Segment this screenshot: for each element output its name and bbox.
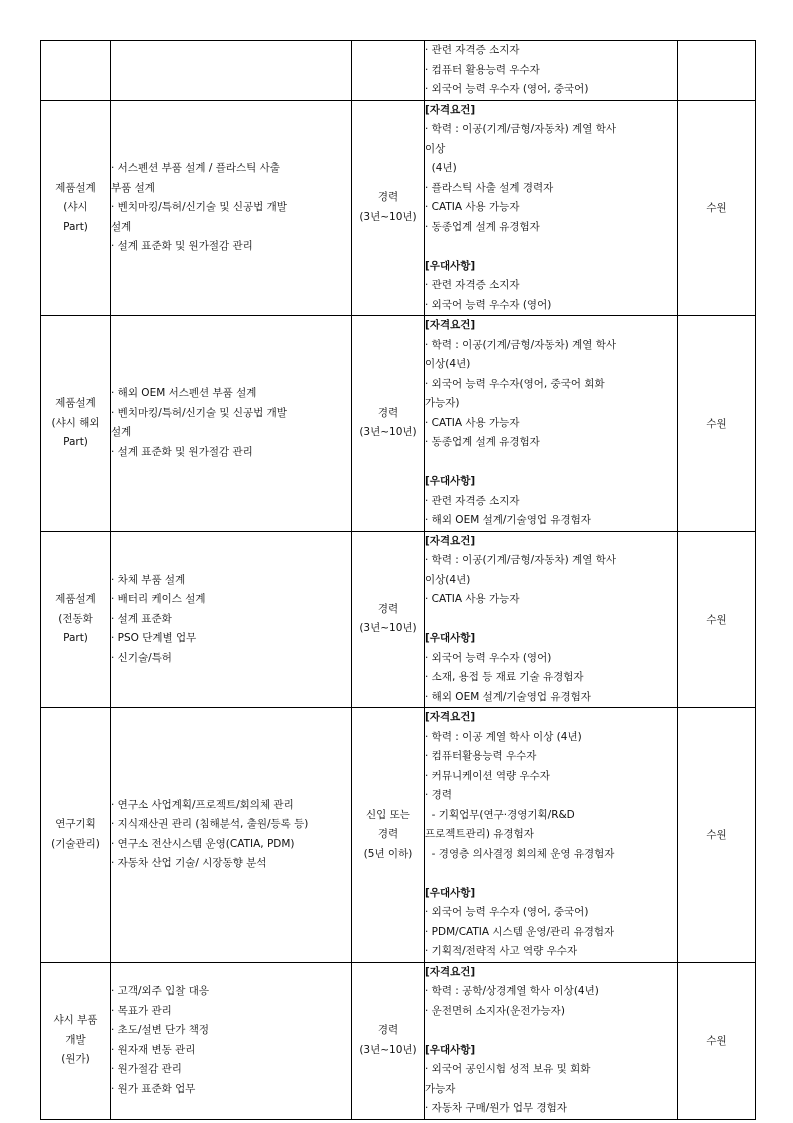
requirement-item: · 외국어 공인시험 성적 보유 및 회화 <box>425 1063 591 1075</box>
section-header: [우대사항] <box>425 632 476 644</box>
duty-item: · 서스펜션 부품 설계 / 플라스틱 사출 <box>111 162 280 174</box>
duty-item: · 연구소 전산시스템 운영(CATIA, PDM) <box>111 837 295 850</box>
employment-type-line: 경력 <box>377 602 399 615</box>
requirement-item: 가능자 <box>425 1082 456 1095</box>
duty-item: · 초도/설변 단가 책정 <box>111 1024 210 1036</box>
requirement-item: · CATIA 사용 가능자 <box>425 416 520 429</box>
job-title-line: 샤시 부품 <box>53 1014 98 1027</box>
duty-item: · 설계 표준화 및 원가절감 관리 <box>111 240 253 252</box>
location-cell <box>678 531 756 708</box>
employment-type-line: (3년~10년) <box>359 1043 417 1056</box>
duty-item: · 지식재산권 관리 (침해분석, 출원/등록 등) <box>111 818 309 831</box>
location-text: 수원 <box>706 613 727 626</box>
requirement-item: · 동종업계 설계 유경험자 <box>425 220 540 233</box>
section-header: [자격요건] <box>425 103 476 116</box>
duty-item: · 해외 OEM 서스펜션 부품 설계 <box>111 387 257 400</box>
section-header: [우대사항] <box>425 259 476 272</box>
requirement-item: - 경영층 의사결정 회의체 운영 유경험자 <box>425 847 615 860</box>
employment-type-line: (3년~10년) <box>359 210 417 223</box>
requirement-item: · 소재, 용접 등 재료 기술 유경험자 <box>425 671 584 683</box>
section-header: [우대사항] <box>425 475 476 487</box>
requirement-item: · 외국어 능력 우수자 (영어) <box>425 651 552 664</box>
job-title-line: 연구기획 <box>55 818 96 831</box>
job-title-line: Part) <box>63 220 88 233</box>
requirement-item: · 컴퓨터활용능력 우수자 <box>425 750 537 762</box>
requirement-item: 프로젝트관리) 유경험자 <box>425 828 534 840</box>
requirement-item: 이상 <box>425 142 446 155</box>
table-body <box>41 41 756 1120</box>
requirement-item: · 동종업계 설계 유경험자 <box>425 436 540 448</box>
table-row <box>41 708 756 963</box>
employment-type-cell <box>352 962 425 1119</box>
requirement-item: · 경력 <box>425 789 452 801</box>
requirement-item: · 외국어 능력 우수자(영어, 중국어 회화 <box>425 377 605 390</box>
location-text: 수원 <box>706 1035 727 1047</box>
requirement-item: · 학력 : 공학/상경계열 학사 이상(4년) <box>425 985 599 997</box>
employment-type-line: 경력 <box>377 828 399 840</box>
employment-type-cell <box>352 100 425 316</box>
requirement-item: · 학력 : 이공(기계/금형/자동차) 계열 학사 <box>425 338 616 351</box>
requirement-item: · 외국어 능력 우수자 (영어) <box>425 298 552 311</box>
job-title-cell <box>41 708 111 963</box>
requirement-item: · 커뮤니케이션 역량 우수자 <box>425 769 550 782</box>
section-spacer <box>425 1021 677 1041</box>
duty-item: · 설계 표준화 및 원가절감 관리 <box>111 445 253 458</box>
duty-item: · 고객/외주 입찰 대응 <box>111 985 210 997</box>
job-title-cell <box>41 100 111 316</box>
section-spacer <box>425 610 677 630</box>
requirement-item: · CATIA 사용 가능자 <box>425 201 520 213</box>
duty-item: · PSO 단계별 업무 <box>111 632 197 644</box>
duty-item: · 벤치마킹/특허/신기술 및 신공법 개발 <box>111 201 287 213</box>
location-cell <box>678 316 756 532</box>
job-title-line: (전동화 <box>58 612 93 625</box>
section-spacer <box>425 453 677 473</box>
requirements-cell <box>425 962 678 1119</box>
location-cell <box>678 962 756 1119</box>
requirement-item: · 관련 자격증 소지자 <box>425 279 520 291</box>
duty-item: · 연구소 사업계획/프로젝트/회의체 관리 <box>111 798 294 811</box>
job-title-cell <box>41 962 111 1119</box>
table-row <box>41 100 756 316</box>
requirement-item: · 학력 : 이공(기계/금형/자동차) 계열 학사 <box>425 554 616 566</box>
duty-item: · 벤치마킹/특허/신기술 및 신공법 개발 <box>111 406 287 419</box>
section-header: [우대사항] <box>425 886 476 899</box>
employment-type-line: 경력 <box>377 191 399 204</box>
duty-item: · 자동차 산업 기술/ 시장동향 분석 <box>111 857 267 870</box>
table-row <box>41 41 756 101</box>
requirement-item: (4년) <box>425 162 457 174</box>
employment-type-cell <box>352 316 425 532</box>
requirement-item: · PDM/CATIA 시스템 운영/관리 유경험자 <box>425 925 615 938</box>
requirement-item: · 해외 OEM 설계/기술영업 유경험자 <box>425 514 591 526</box>
duty-item: 부품 설계 <box>111 181 155 194</box>
requirements-cell <box>425 41 678 101</box>
job-title-line: 개발 <box>65 1033 86 1046</box>
employment-type-cell <box>352 531 425 708</box>
duty-item: · 원가절감 관리 <box>111 1063 182 1075</box>
section-header: [자격요건] <box>425 965 476 978</box>
section-spacer <box>425 237 677 257</box>
table-row <box>41 531 756 708</box>
requirement-item: - 기획업무(연구·경영기획/R&D <box>425 808 575 821</box>
duty-item: · 배터리 케이스 설계 <box>111 593 206 605</box>
requirement-item: · 관련 자격증 소지자 <box>425 44 520 56</box>
section-header: [자격요건] <box>425 711 476 723</box>
requirement-item: · 외국어 능력 우수자 (영어, 중국어) <box>425 906 589 918</box>
job-title-line: (샤시 해외 <box>51 416 100 429</box>
requirement-item: · 학력 : 이공(기계/금형/자동차) 계열 학사 <box>425 123 616 135</box>
duties-cell <box>111 531 352 708</box>
employment-type-cell <box>352 41 425 101</box>
requirement-item: · CATIA 사용 가능자 <box>425 593 520 605</box>
job-title-cell <box>41 531 111 708</box>
employment-type-line: 경력 <box>377 1024 399 1036</box>
requirement-item: 이상(4년) <box>425 573 471 586</box>
requirements-cell <box>425 316 678 532</box>
duties-cell <box>111 100 352 316</box>
employment-type-line: (5년 이하) <box>363 847 413 860</box>
requirement-item: · 컴퓨터 활용능력 우수자 <box>425 63 540 76</box>
table-row <box>41 962 756 1119</box>
duty-item: · 설계 표준화 <box>111 612 172 625</box>
section-header: [자격요건] <box>425 319 476 331</box>
duty-item: · 원가 표준화 업무 <box>111 1082 196 1095</box>
location-text: 수원 <box>706 417 727 430</box>
job-title-line: Part) <box>63 632 88 644</box>
job-title-line: 제품설계 <box>55 397 96 409</box>
requirements-cell <box>425 708 678 963</box>
table-row <box>41 316 756 532</box>
duty-item: · 원자재 변동 관리 <box>111 1043 196 1056</box>
section-header: [우대사항] <box>425 1043 476 1056</box>
duty-item: · 목표가 관리 <box>111 1004 172 1017</box>
requirement-item: · 외국어 능력 우수자 (영어, 중국어) <box>425 83 589 95</box>
location-cell <box>678 41 756 101</box>
employment-type-line: (3년~10년) <box>359 622 417 635</box>
job-title-line: Part) <box>63 436 88 448</box>
location-text: 수원 <box>706 202 727 215</box>
duties-cell <box>111 962 352 1119</box>
requirements-cell <box>425 100 678 316</box>
location-cell <box>678 708 756 963</box>
requirements-cell <box>425 531 678 708</box>
job-title-line: 제품설계 <box>55 181 96 194</box>
requirement-item: · 자동차 구매/원가 업무 경험자 <box>425 1102 567 1114</box>
duties-cell <box>111 708 352 963</box>
job-title-line: (원가) <box>61 1053 90 1066</box>
duty-item: · 신기술/특허 <box>111 651 172 664</box>
employment-type-line: (3년~10년) <box>359 426 417 439</box>
requirement-item: 가능자) <box>425 397 460 409</box>
job-title-cell <box>41 316 111 532</box>
requirement-item: · 관련 자격증 소지자 <box>425 494 520 507</box>
duty-item: 설계 <box>111 220 132 233</box>
requirement-item: · 해외 OEM 설계/기술영업 유경험자 <box>425 690 591 703</box>
employment-type-line: 경력 <box>377 406 399 419</box>
section-header: [자격요건] <box>425 534 476 547</box>
job-title-cell <box>41 41 111 101</box>
requirement-item: · 플라스틱 사출 설계 경력자 <box>425 181 554 194</box>
duties-cell <box>111 316 352 532</box>
location-cell <box>678 100 756 316</box>
job-title-line: (샤시 <box>63 201 88 213</box>
job-title-line: 제품설계 <box>55 593 96 605</box>
duty-item: · 차체 부품 설계 <box>111 573 186 586</box>
recruitment-table <box>40 40 756 1120</box>
duty-item: 설계 <box>111 426 132 439</box>
section-spacer <box>425 864 677 884</box>
employment-type-line: 신입 또는 <box>366 808 410 821</box>
location-text: 수원 <box>706 829 727 842</box>
requirement-item: · 기획적/전략적 사고 역량 우수자 <box>425 945 578 957</box>
job-title-line: (기술관리) <box>51 837 100 850</box>
requirement-item: · 운전면허 소지자(운전가능자) <box>425 1004 565 1017</box>
requirement-item: · 학력 : 이공 계열 학사 이상 (4년) <box>425 730 582 743</box>
duties-cell <box>111 41 352 101</box>
requirement-item: 이상(4년) <box>425 358 471 370</box>
employment-type-cell <box>352 708 425 963</box>
